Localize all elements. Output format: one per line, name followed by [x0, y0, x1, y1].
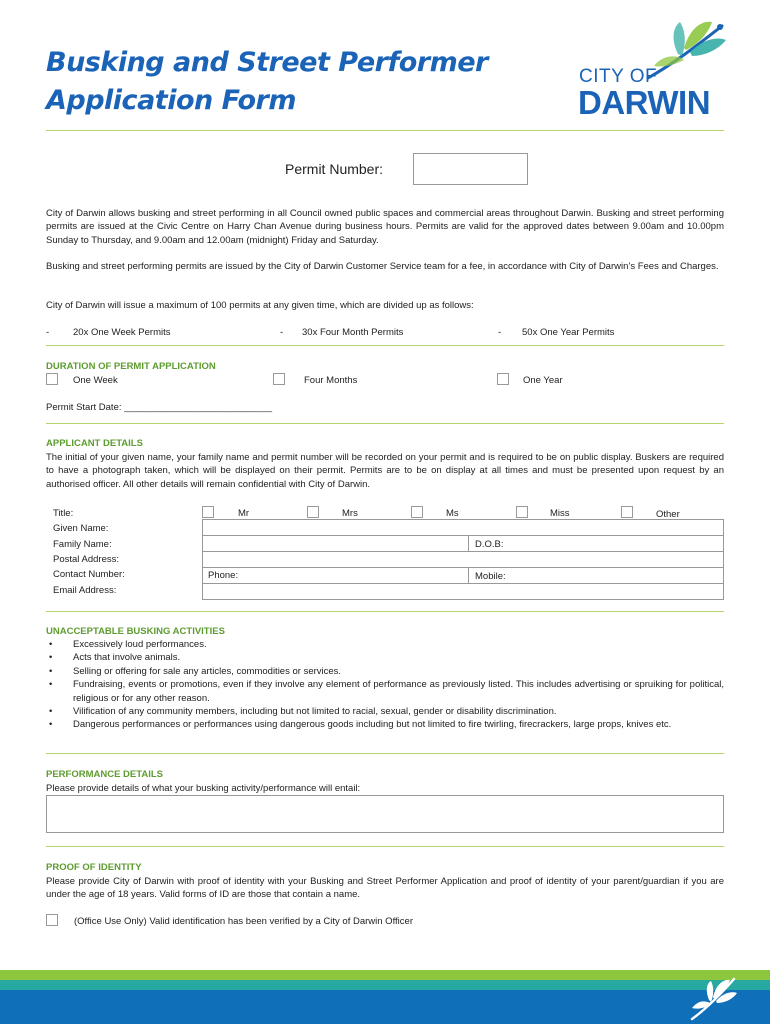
footer-band-blue: [0, 990, 770, 1024]
list-item: • Excessively loud performances.: [46, 638, 724, 651]
header-divider: [46, 130, 724, 131]
postal-address-label: Postal Address:: [53, 554, 120, 565]
unacceptable-heading: UNACCEPTABLE BUSKING ACTIVITIES: [46, 626, 225, 637]
logo-city-of: CITY OF: [579, 66, 658, 87]
form-title-line2: Application Form: [46, 85, 296, 116]
permit-dash-3: -: [498, 327, 502, 338]
given-name-input[interactable]: [202, 519, 724, 536]
performance-prompt: Please provide details of what your busking activity/performance will entail:: [46, 783, 361, 794]
permit-type-four-month: 30x Four Month Permits: [302, 327, 404, 338]
title-other-label: Other: [656, 509, 680, 520]
one-week-checkbox[interactable]: [46, 373, 58, 385]
intro-paragraph-2: Busking and street performing permits are issued by the City of Darwin Customer Service team for a fee, in accordance with City of Darwin’s Fees and Charges.: [46, 261, 719, 272]
dob-label: D.O.B:: [475, 539, 504, 550]
permit-dash-1: -: [46, 327, 50, 338]
list-item: • Fundraising, events or promotions, even if they involve any element of performance as previously listed. This includes advertising or spruiking for political, religious or for any other reason.: [46, 678, 724, 705]
section-divider: [46, 846, 724, 847]
email-address-input[interactable]: [202, 583, 724, 600]
four-months-checkbox[interactable]: [273, 373, 285, 385]
form-title-line1: Busking and Street Performer: [46, 47, 488, 78]
title-miss-label: Miss: [550, 508, 570, 519]
family-name-input[interactable]: [202, 535, 469, 552]
permit-number-label: Permit Number:: [285, 161, 384, 177]
title-mr-checkbox[interactable]: [202, 506, 214, 518]
phone-input[interactable]: [202, 567, 469, 584]
permit-number-input[interactable]: [413, 153, 528, 185]
family-name-label: Family Name:: [53, 539, 112, 550]
one-year-label: One Year: [523, 375, 563, 386]
identity-heading: PROOF OF IDENTITY: [46, 862, 142, 873]
identity-text: Please provide City of Darwin with proof of identity with your Busking and Street Performer Application and proof of identity of your parent/guardian if you are under the age of 18 years. Valid forms of ID are those that contain a name.: [46, 876, 724, 901]
mobile-label: Mobile:: [475, 571, 506, 582]
logo-darwin: DARWIN: [578, 84, 711, 121]
section-divider: [46, 753, 724, 754]
title-ms-label: Ms: [446, 508, 459, 519]
permit-start-date-field[interactable]: Permit Start Date: ____________________________: [46, 402, 273, 413]
list-item: • Acts that involve animals.: [46, 651, 724, 664]
title-mrs-label: Mrs: [342, 508, 358, 519]
performance-details-textarea[interactable]: [46, 795, 724, 833]
phone-label: Phone:: [208, 570, 239, 581]
unacceptable-list: [46, 638, 724, 732]
section-divider: [46, 423, 724, 424]
intro-paragraph-1: City of Darwin allows busking and street performing in all Council owned public spaces and commercial areas throughout Darwin. Busking and street performing permits are issued at the Civic Centre on Harry Chan Avenue during business hours. Permits are valid for the approved dates between 9.00am and 10.00pm Sunday to Thursday, and 9.00am and 12.00am (midnight) Friday and Saturday.: [46, 208, 724, 246]
title-ms-checkbox[interactable]: [411, 506, 423, 518]
dob-input[interactable]: [468, 535, 724, 552]
title-other-checkbox[interactable]: [621, 506, 633, 518]
contact-number-label: Contact Number:: [53, 569, 125, 580]
list-item: • Selling or offering for sale any articles, commodities or services.: [46, 665, 724, 678]
one-week-label: One Week: [73, 375, 118, 386]
permit-type-one-week: 20x One Week Permits: [73, 327, 171, 338]
applicant-intro: The initial of your given name, your family name and permit number will be recorded on your permit and is required to be on public display. Buskers are required to have a photograph taken, which will be displayed on their permit. Permits are to be on display at all times and must be presented upon request by an authorised officer. All other details will remain confidential with City of Darwin.: [46, 452, 724, 490]
applicant-heading: APPLICANT DETAILS: [46, 438, 143, 449]
performance-heading: PERFORMANCE DETAILS: [46, 769, 163, 780]
postal-address-input[interactable]: [202, 551, 724, 568]
dragonfly-icon: [686, 975, 738, 1021]
list-item: • Dangerous performances or performances using dangerous goods including but not limited to fire twirling, firecrackers, large props, knives etc.: [46, 718, 724, 731]
one-year-checkbox[interactable]: [497, 373, 509, 385]
email-address-label: Email Address:: [53, 585, 117, 596]
given-name-label: Given Name:: [53, 523, 109, 534]
permit-dash-2: -: [280, 327, 284, 338]
footer-band-teal: [0, 980, 770, 990]
title-label: Title:: [53, 508, 74, 519]
title-miss-checkbox[interactable]: [516, 506, 528, 518]
section-divider: [46, 611, 724, 612]
office-use-checkbox[interactable]: [46, 914, 58, 926]
office-use-label: (Office Use Only) Valid identification has been verified by a City of Darwin Officer: [74, 916, 413, 927]
list-item: • Vilification of any community members, including but not limited to racial, sexual, gender or disability discrimination.: [46, 705, 724, 718]
duration-heading: DURATION OF PERMIT APPLICATION: [46, 361, 216, 372]
intro-paragraph-3: City of Darwin will issue a maximum of 100 permits at any given time, which are divided up as follows:: [46, 300, 474, 311]
four-months-label: Four Months: [304, 375, 358, 386]
form-title: [46, 44, 488, 120]
mobile-input[interactable]: [468, 567, 724, 584]
title-mr-label: Mr: [238, 508, 250, 519]
section-divider: [46, 345, 724, 346]
permit-type-one-year: 50x One Year Permits: [522, 327, 615, 338]
title-mrs-checkbox[interactable]: [307, 506, 319, 518]
